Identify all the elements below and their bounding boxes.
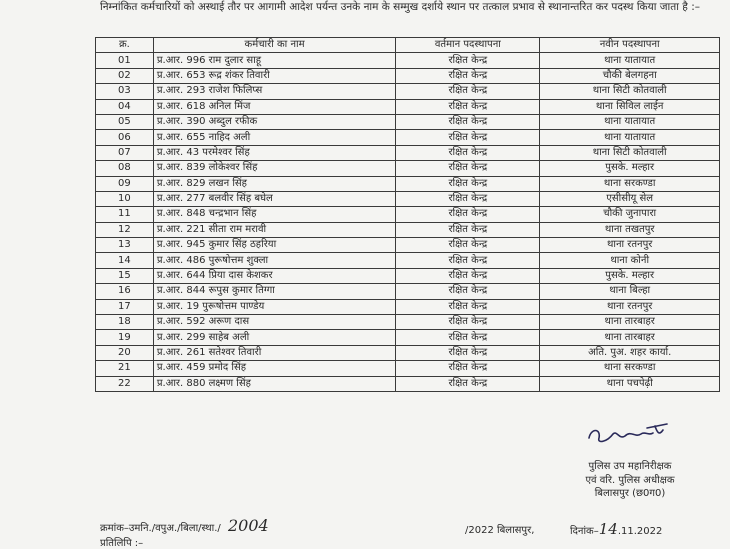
cell-current-posting: रक्षित केन्द्र (396, 84, 540, 99)
cell-current-posting: रक्षित केन्द्र (396, 253, 540, 268)
cell-current-posting: रक्षित केन्द्र (396, 53, 540, 68)
cell-current-posting: रक्षित केन्द्र (396, 222, 540, 237)
date-label: दिनांक– (570, 526, 599, 537)
header-serial: क्र. (96, 38, 154, 53)
cell-current-posting: रक्षित केन्द्र (396, 284, 540, 299)
cell-serial: 21 (96, 361, 154, 376)
cell-serial: 22 (96, 376, 154, 391)
header-current-posting: वर्तमान पदस्थापना (396, 38, 540, 53)
cell-new-posting: थाना यातायात (540, 114, 720, 129)
cell-employee-name: प्र.आर. 261 सतेश्वर तिवारी (153, 345, 395, 360)
cell-employee-name: प्र.आर. 459 प्रमोद सिंह (153, 361, 395, 376)
cell-serial: 11 (96, 207, 154, 222)
cell-current-posting: रक्षित केन्द्र (396, 99, 540, 114)
table-row (96, 130, 720, 145)
cell-employee-name: प्र.आर. 221 सीता राम मरावी (153, 222, 395, 237)
cell-employee-name: प्र.आर. 486 पुरूषोत्तम शुक्ला (153, 253, 395, 268)
cell-current-posting: रक्षित केन्द्र (396, 238, 540, 253)
cell-new-posting: थाना सरकण्डा (540, 176, 720, 191)
cell-employee-name: प्र.आर. 19 पुरूषोत्तम पाण्डेय (153, 299, 395, 314)
table-row (96, 99, 720, 114)
cell-new-posting: थाना सरकण्डा (540, 361, 720, 376)
date-rest: .11.2022 (617, 526, 663, 537)
cell-new-posting: चौकी बेलगहना (540, 68, 720, 83)
table-row (96, 361, 720, 376)
cell-employee-name: प्र.आर. 43 परमेश्वर सिंह (153, 145, 395, 160)
cell-current-posting: रक्षित केन्द्र (396, 361, 540, 376)
cell-employee-name: प्र.आर. 655 नाहिद अली (153, 130, 395, 145)
cell-current-posting: रक्षित केन्द्र (396, 330, 540, 345)
cell-new-posting: थाना रतनपुर (540, 238, 720, 253)
cell-serial: 08 (96, 161, 154, 176)
cell-new-posting: एसीसीयू सेल (540, 191, 720, 206)
cell-serial: 06 (96, 130, 154, 145)
table-row (96, 145, 720, 160)
transfer-table (95, 37, 720, 392)
cell-employee-name: प्र.आर. 880 लक्ष्मण सिंह (153, 376, 395, 391)
table-header-row (96, 38, 720, 53)
table-row (96, 268, 720, 283)
date-day: 14 (598, 520, 618, 538)
table-row (96, 222, 720, 237)
header-new-posting: नवीन पदस्थापना (540, 38, 720, 53)
cell-new-posting: थाना सिटी कोतवाली (540, 145, 720, 160)
designation-line-2: एवं वरि. पुलिस अधीक्षक (585, 474, 675, 486)
table-row (96, 207, 720, 222)
cell-serial: 10 (96, 191, 154, 206)
cell-employee-name: प्र.आर. 299 साहेब अली (153, 330, 395, 345)
cell-employee-name: प्र.आर. 996 राम दुलार साहू (153, 53, 395, 68)
table-row (96, 284, 720, 299)
table-row (96, 114, 720, 129)
year-place: /2022 बिलासपुर, (465, 525, 535, 536)
cell-serial: 03 (96, 84, 154, 99)
cell-new-posting: पुसके. मल्हार (540, 268, 720, 283)
cell-current-posting: रक्षित केन्द्र (396, 376, 540, 391)
cell-employee-name: प्र.आर. 839 लोकेश्वर सिंह (153, 161, 395, 176)
cell-new-posting: थाना पचपेढ़ी (540, 376, 720, 391)
cell-new-posting: थाना बिल्हा (540, 284, 720, 299)
cell-employee-name: प्र.आर. 945 कुमार सिंह ठहरिया (153, 238, 395, 253)
cell-new-posting: थाना यातायात (540, 53, 720, 68)
cell-serial: 07 (96, 145, 154, 160)
cell-employee-name: प्र.आर. 293 राजेश फिलिप्स (153, 84, 395, 99)
cell-current-posting: रक्षित केन्द्र (396, 207, 540, 222)
handwritten-signature (583, 418, 673, 448)
table-row (96, 176, 720, 191)
cell-new-posting: थाना सिविल लाईन (540, 99, 720, 114)
cell-current-posting: रक्षित केन्द्र (396, 268, 540, 283)
cell-new-posting: थाना कोनी (540, 253, 720, 268)
reference-prefix: क्रमांक–उमनि./वपुअ./बिला/स्था./ (100, 523, 221, 534)
table-row (96, 238, 720, 253)
cell-serial: 20 (96, 345, 154, 360)
cell-serial: 13 (96, 238, 154, 253)
cell-employee-name: प्र.आर. 390 अब्दुल रफीक (153, 114, 395, 129)
cell-current-posting: रक्षित केन्द्र (396, 191, 540, 206)
reference-number: 2004 (227, 516, 269, 535)
cell-new-posting: थाना सिटी कोतवाली (540, 84, 720, 99)
reference-line (100, 516, 273, 535)
cell-serial: 15 (96, 268, 154, 283)
cell-employee-name: प्र.आर. 844 रूपुस कुमार तिग्गा (153, 284, 395, 299)
cell-current-posting: रक्षित केन्द्र (396, 68, 540, 83)
cell-serial: 19 (96, 330, 154, 345)
intro-paragraph: निम्नांकित कर्मचारियों को अस्थाई तौर पर आगामी आदेश पर्यन्त उनके नाम के सम्मुख दर्शाये स्थान पर तत्काल प्रभाव से स्थानान्तरित कर पदस्थ किया जाता है :– (100, 1, 701, 13)
cell-current-posting: रक्षित केन्द्र (396, 176, 540, 191)
cell-new-posting: थाना तारबाहर (540, 315, 720, 330)
designation-line-1: पुलिस उप महानिरीक्षक (588, 461, 672, 472)
cell-employee-name: प्र.आर. 592 अरूण दास (153, 315, 395, 330)
cell-serial: 12 (96, 222, 154, 237)
cell-current-posting: रक्षित केन्द्र (396, 130, 540, 145)
cell-serial: 17 (96, 299, 154, 314)
cell-current-posting: रक्षित केन्द्र (396, 315, 540, 330)
table-row (96, 253, 720, 268)
cell-serial: 05 (96, 114, 154, 129)
table-row (96, 376, 720, 391)
cell-new-posting: अति. पुअ. शहर कार्या. (540, 345, 720, 360)
cell-new-posting: पुसके. मल्हार (540, 161, 720, 176)
table-row (96, 299, 720, 314)
designation-line-3: बिलासपुर (छ0ग0) (594, 488, 666, 499)
cell-current-posting: रक्षित केन्द्र (396, 299, 540, 314)
cell-employee-name: प्र.आर. 277 बलवीर सिंह बघेल (153, 191, 395, 206)
cell-current-posting: रक्षित केन्द्र (396, 145, 540, 160)
order-date (570, 520, 662, 538)
table-row (96, 330, 720, 345)
cell-employee-name: प्र.आर. 653 रूद्र शंकर तिवारी (153, 68, 395, 83)
cell-current-posting: रक्षित केन्द्र (396, 345, 540, 360)
cell-serial: 02 (96, 68, 154, 83)
copy-label: प्रतिलिपि :– (100, 538, 144, 549)
cell-current-posting: रक्षित केन्द्र (396, 161, 540, 176)
signatory-designation (555, 460, 705, 501)
cell-serial: 14 (96, 253, 154, 268)
header-employee-name: कर्मचारी का नाम (153, 38, 395, 53)
cell-serial: 16 (96, 284, 154, 299)
cell-new-posting: थाना तारबाहर (540, 330, 720, 345)
cell-serial: 01 (96, 53, 154, 68)
cell-serial: 09 (96, 176, 154, 191)
cell-new-posting: थाना तखतपुर (540, 222, 720, 237)
table-row (96, 68, 720, 83)
table-row (96, 84, 720, 99)
cell-serial: 18 (96, 315, 154, 330)
cell-new-posting: थाना रतनपुर (540, 299, 720, 314)
table-row (96, 191, 720, 206)
table-row (96, 345, 720, 360)
cell-new-posting: चौकी जुनापारा (540, 207, 720, 222)
cell-serial: 04 (96, 99, 154, 114)
cell-new-posting: थाना यातायात (540, 130, 720, 145)
cell-employee-name: प्र.आर. 644 प्रिया दास केशकर (153, 268, 395, 283)
table-row (96, 53, 720, 68)
cell-current-posting: रक्षित केन्द्र (396, 114, 540, 129)
table-row (96, 315, 720, 330)
cell-employee-name: प्र.आर. 829 लखन सिंह (153, 176, 395, 191)
table-row (96, 161, 720, 176)
cell-employee-name: प्र.आर. 618 अनिल मिंज (153, 99, 395, 114)
cell-employee-name: प्र.आर. 848 चन्द्रभान सिंह (153, 207, 395, 222)
